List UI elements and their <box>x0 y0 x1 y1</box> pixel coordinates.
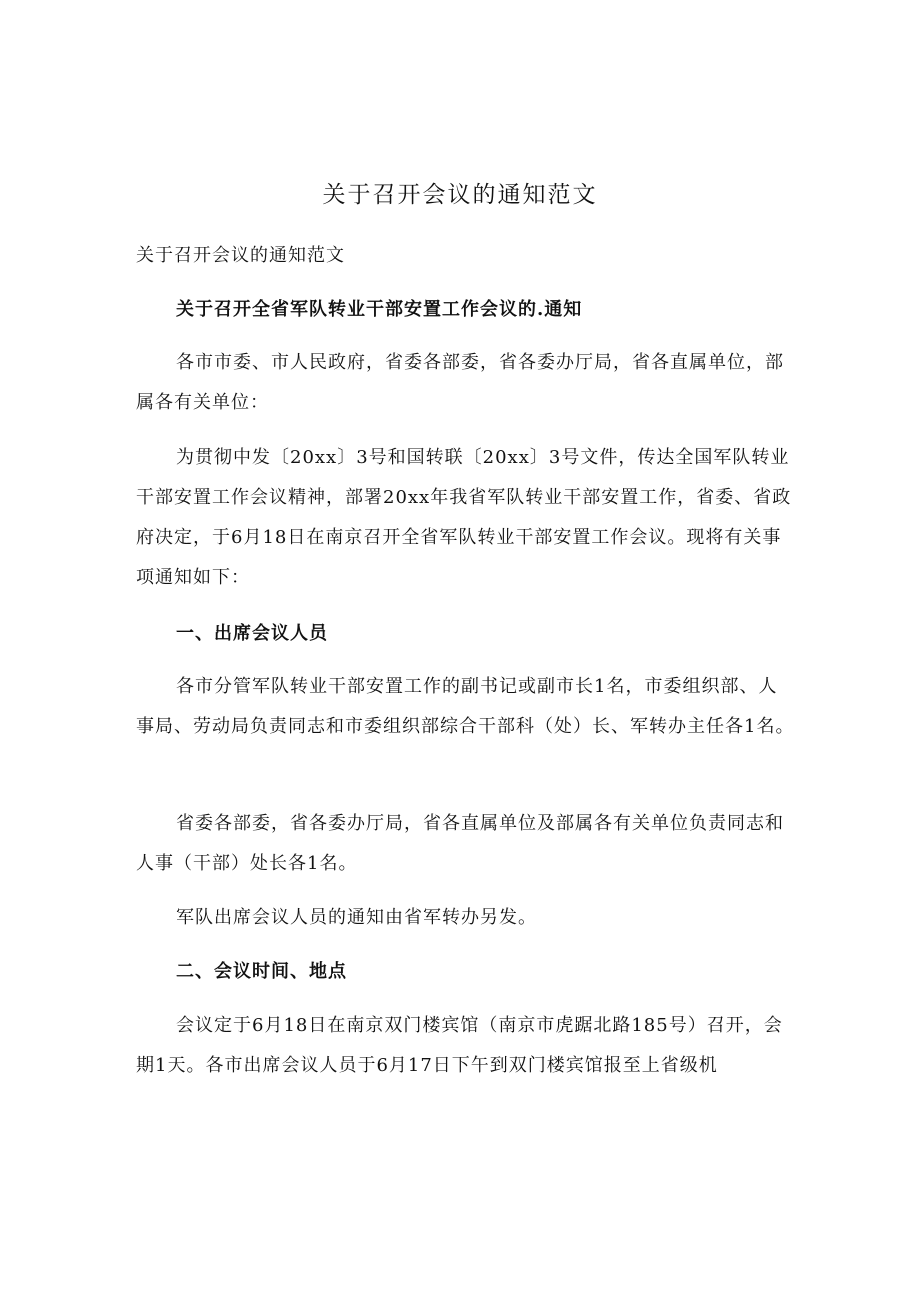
document-subtitle: 关于召开会议的通知范文 <box>136 245 345 266</box>
section2-heading: 二、会议时间、地点 <box>176 961 347 982</box>
section1-paragraph-2: 省委各部委，省各委办厅局，省各直属单位及部属各有关单位负责同志和人事（干部）处长各1名。 <box>136 813 784 874</box>
recipients-paragraph: 各市市委、市人民政府，省委各部委，省各委办厅局，省各直属单位，部属各有关单位： <box>136 352 784 413</box>
section1-heading: 一、出席会议人员 <box>176 623 328 644</box>
intro-paragraph: 为贯彻中发〔20xx〕3号和国转联〔20xx〕3号文件，传达全国军队转业干部安置工作会议精神，部署20xx年我省军队转业干部安置工作，省委、省政府决定，于6月18日在南京召开全省军队转业干部安置工作会议。现将有关事项通知如下： <box>136 447 792 588</box>
section2-paragraph-1: 会议定于6月18日在南京双门楼宾馆（南京市虎踞北路185号）召开，会期1天。各市出席会议人员于6月17日下午到双门楼宾馆报至上省级机 <box>136 1015 783 1076</box>
section1-paragraph-3: 军队出席会议人员的通知由省军转办另发。 <box>176 907 537 928</box>
document-title: 关于召开会议的通知范文 <box>322 182 598 208</box>
section1-paragraph-1: 各市分管军队转业干部安置工作的副书记或副市长1名，市委组织部、人事局、劳动局负责同志和市委组织部综合干部科（处）长、军转办主任各1名。 <box>136 676 795 737</box>
notice-heading: 关于召开全省军队转业干部安置工作会议的.通知 <box>176 299 583 320</box>
